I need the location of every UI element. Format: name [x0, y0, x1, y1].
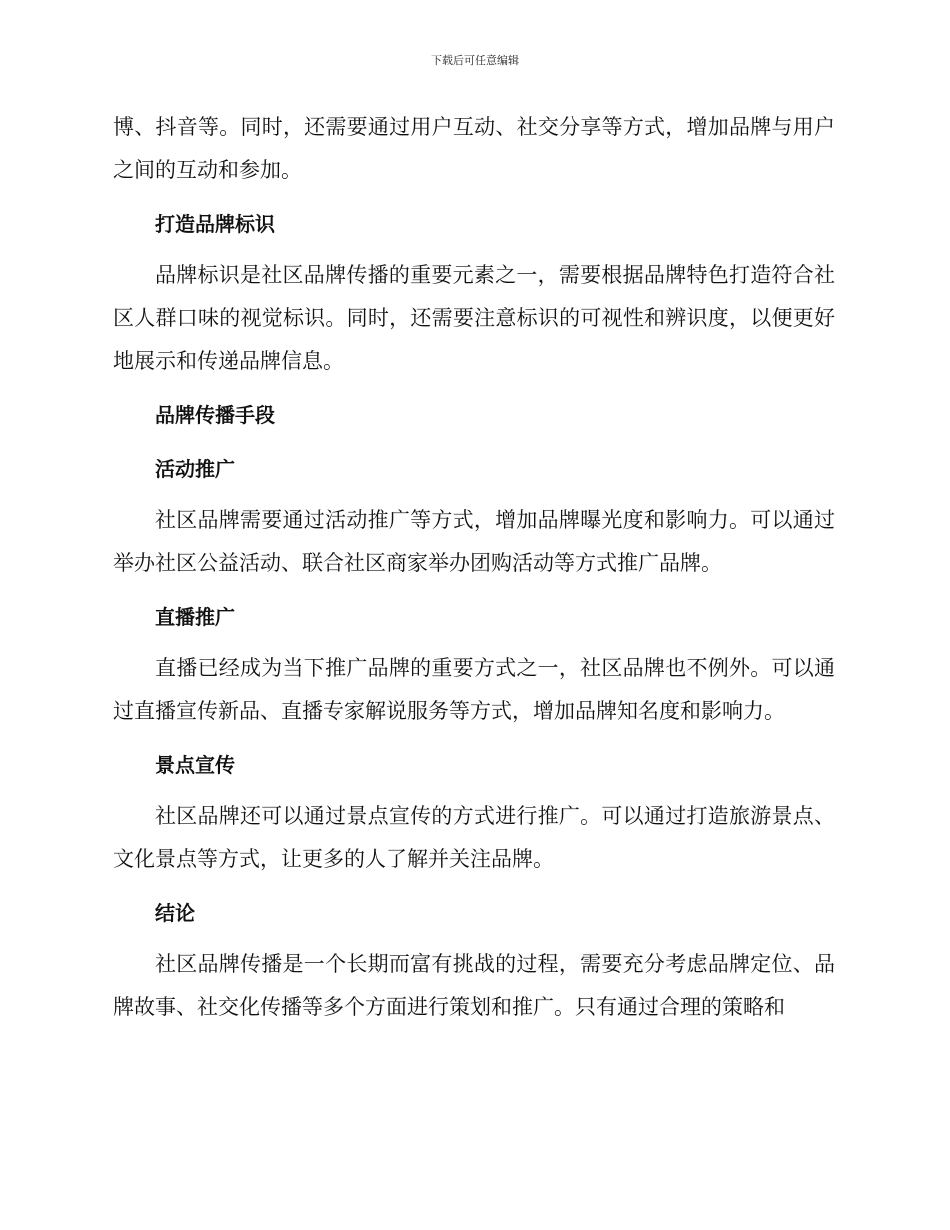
page-header: 下载后可任意编辑 [431, 54, 519, 67]
document-body [113, 106, 835, 1029]
heading-brand-communication-means: 品牌传播手段 [155, 403, 275, 427]
heading-scenic-promotion: 景点宣传 [155, 753, 235, 777]
paragraph-continued: 博、抖音等。同时，还需要通过用户互动、社交分享等方式，增加品牌与用户之间的互动和参加。 [113, 115, 835, 182]
heading-conclusion: 结论 [155, 901, 195, 925]
heading-event-promotion: 活动推广 [155, 457, 235, 481]
paragraph-event-promotion: 社区品牌需要通过活动推广等方式，增加品牌曝光度和影响力。可以通过举办社区公益活动、联合社区商家举办团购活动等方式推广品牌。 [113, 508, 835, 575]
paragraph-scenic-promotion: 社区品牌还可以通过景点宣传的方式进行推广。可以通过打造旅游景点、文化景点等方式，让更多的人了解并关注品牌。 [113, 804, 835, 871]
heading-brand-identity: 打造品牌标识 [155, 212, 275, 236]
heading-livestream-promotion: 直播推广 [155, 605, 235, 629]
paragraph-conclusion: 社区品牌传播是一个长期而富有挑战的过程，需要充分考虑品牌定位、品牌故事、社交化传播等多个方面进行策划和推广。只有通过合理的策略和 [113, 952, 835, 1019]
paragraph-livestream-promotion: 直播已经成为当下推广品牌的重要方式之一，社区品牌也不例外。可以通过直播宣传新品、直播专家解说服务等方式，增加品牌知名度和影响力。 [113, 656, 835, 723]
paragraph-brand-identity: 品牌标识是社区品牌传播的重要元素之一，需要根据品牌特色打造符合社区人群口味的视觉标识。同时，还需要注意标识的可视性和辨识度，以便更好地展示和传递品牌信息。 [113, 263, 835, 373]
